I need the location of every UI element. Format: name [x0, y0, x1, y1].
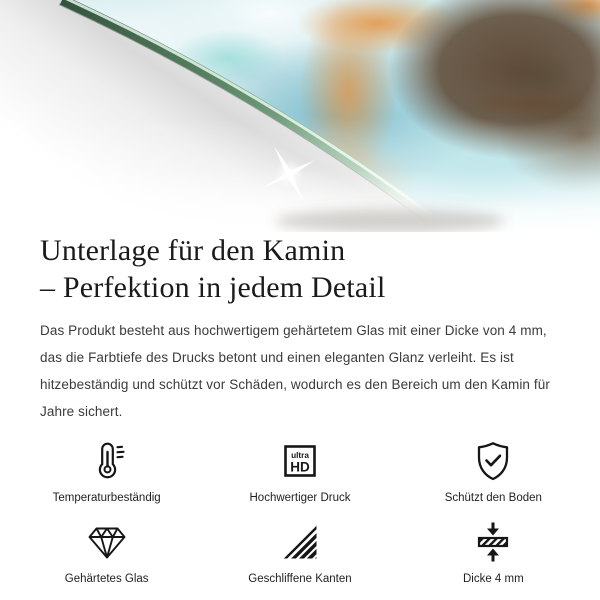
- diamond-icon: [85, 520, 129, 564]
- feature-tempered-glass: [10, 520, 203, 585]
- polished-edges-icon: [278, 520, 322, 564]
- shield-check-icon: [471, 439, 515, 483]
- feature-thickness: [397, 520, 590, 585]
- feature-polished-edges: [203, 520, 396, 585]
- feature-grid: [10, 439, 590, 585]
- page-title-line1: Unterlage für den Kamin: [40, 234, 346, 267]
- ultra-hd-icon-text-top: ultra: [291, 451, 309, 460]
- under-glass-shadow: [275, 209, 505, 232]
- feature-temperature: [10, 439, 203, 504]
- feature-floor-protection: [397, 439, 590, 504]
- thermometer-icon: [85, 439, 129, 483]
- feature-label: Temperaturbeständig: [52, 492, 161, 504]
- feature-label: Geschliffene Kanten: [248, 573, 352, 585]
- feature-label: Hochwertiger Druck: [249, 492, 351, 504]
- page-title: [40, 232, 560, 306]
- content-section: [0, 232, 600, 585]
- feature-print-quality: [203, 439, 396, 504]
- product-description: Das Produkt besteht aus hochwertigem gehärtetem Glas mit einer Dicke von 4 mm, das die Farbtiefe des Drucks betont und einen eleganten Glanz verleiht. Es ist hitzebeständig und schützt vor Schäden, wodurch es den Bereich um den Kamin für Jahre sichert.: [40, 323, 550, 419]
- feature-label: Dicke 4 mm: [462, 573, 524, 585]
- ultra-hd-icon-text-bottom: HD: [290, 459, 310, 475]
- page-title-line2: – Perfektion in jedem Detail: [40, 271, 386, 304]
- product-photo: [0, 0, 600, 232]
- feature-label: Schützt den Boden: [444, 492, 542, 504]
- thickness-icon: [471, 520, 515, 564]
- feature-label: Gehärtetes Glas: [64, 573, 149, 585]
- glass-edge-overlay: [0, 0, 600, 232]
- ultra-hd-icon: [278, 439, 322, 483]
